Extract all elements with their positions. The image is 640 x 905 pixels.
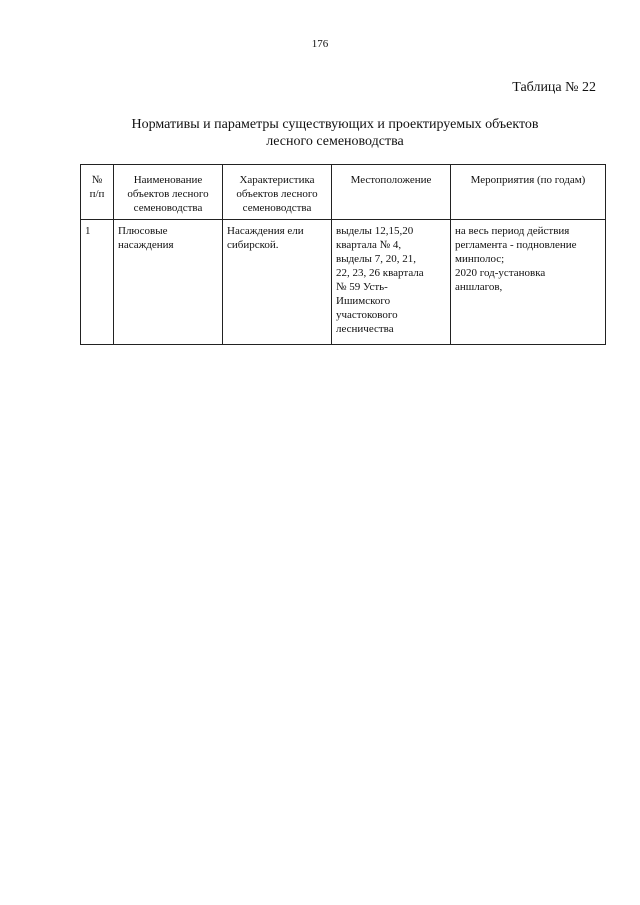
document-title-line-1: Нормативы и параметры существующих и проектируемых объектов <box>131 117 539 132</box>
cell-location: выделы 12,15,20 квартала № 4, выделы 7, 20, 21, 22, 23, 26 квартала № 59 Усть- Ишимского участокового лесничества <box>332 220 451 345</box>
header-object-name: Наименование объектов лесного семеноводства <box>114 165 223 220</box>
header-activities: Мероприятия (по годам) <box>451 165 606 220</box>
cell-object-characteristic: Насаждения ели сибирской. <box>223 220 332 345</box>
page-number: 176 <box>311 38 329 50</box>
header-object-characteristic: Характеристика объектов лесного семеноводства <box>223 165 332 220</box>
cell-object-name: Плюсовые насаждения <box>114 220 223 345</box>
document-title-line-2: лесного семеноводства <box>266 134 404 149</box>
document-title <box>0 116 640 150</box>
cell-number: 1 <box>81 220 114 345</box>
table-row <box>81 220 606 345</box>
cell-activities: на весь период действия регламента - подновление минполос; 2020 год-установка аншлагов, <box>451 220 606 345</box>
header-location: Местоположение <box>332 165 451 220</box>
forest-seed-objects-table <box>80 164 606 345</box>
table-header-row <box>81 165 606 220</box>
header-number: № п/п <box>81 165 114 220</box>
table-caption: Таблица № 22 <box>512 80 596 95</box>
